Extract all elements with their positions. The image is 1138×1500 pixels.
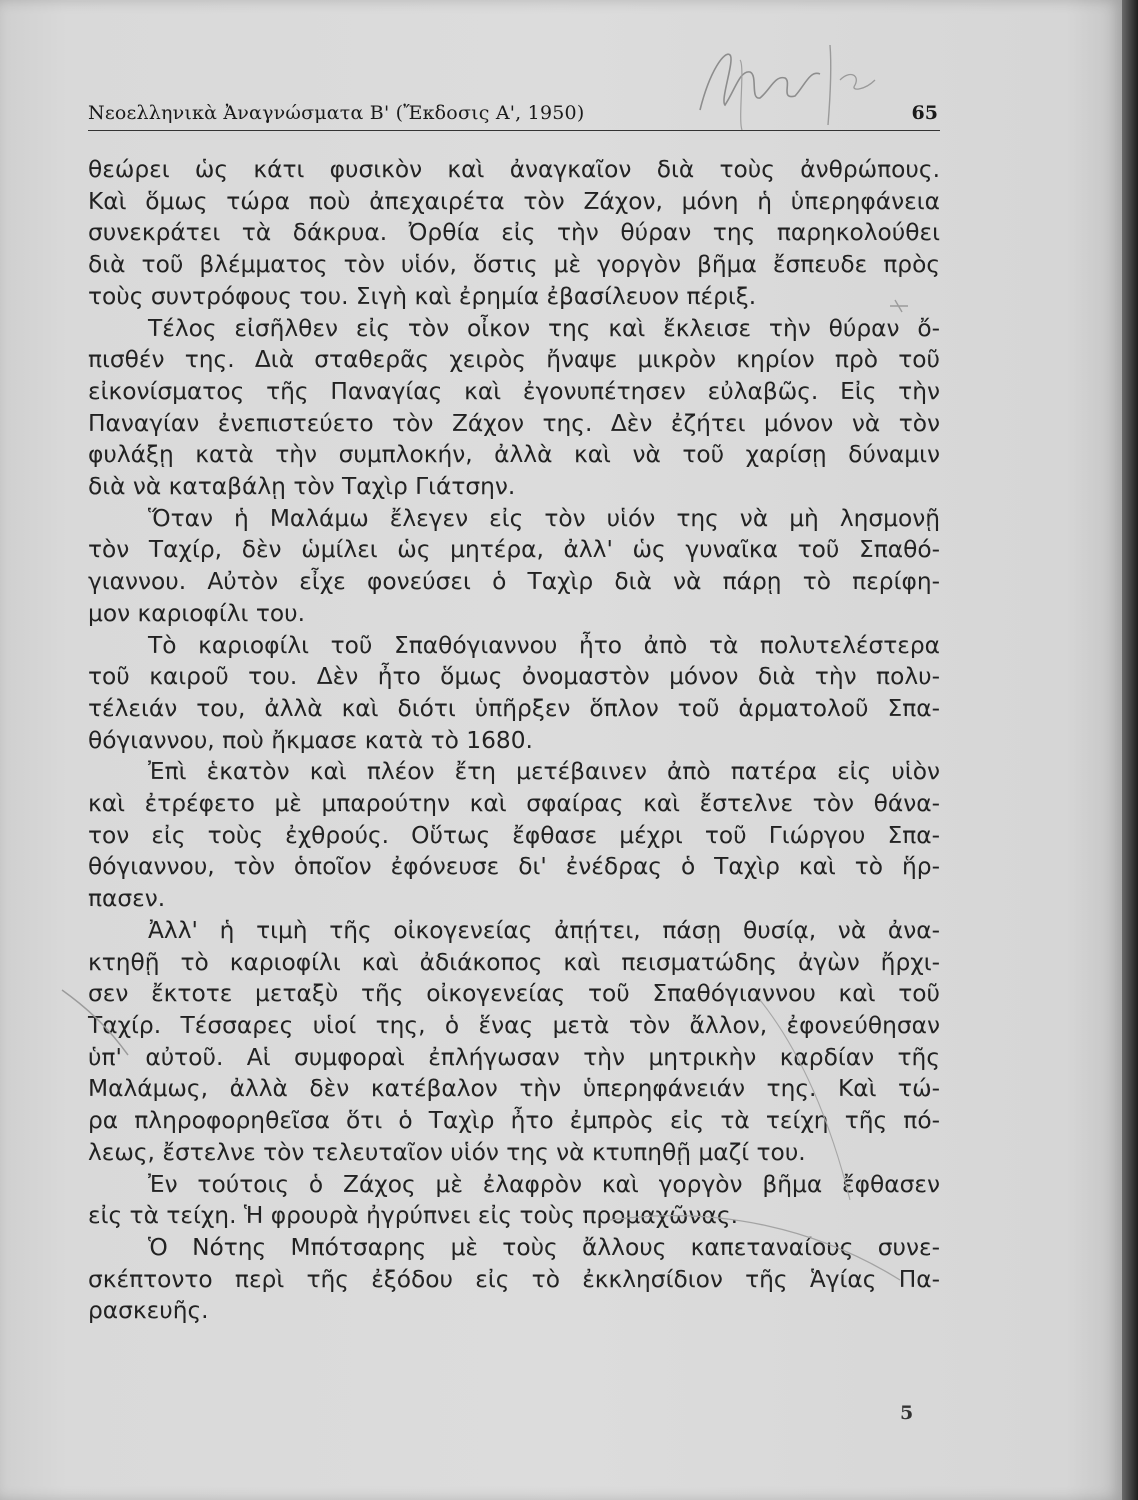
text-line: κτηθῇ τὸ καριοφίλι καὶ ἀδιάκοπος καὶ πεισματώδης ἀγὼν ἤρχι- xyxy=(88,948,940,976)
text-line: Τὸ καριοφίλι τοῦ Σπαθόγιαννου ἦτο ἀπὸ τὰ πολυτελέστερα xyxy=(148,631,940,659)
text-line: διὰ τοῦ βλέμματος τὸν υἱόν, ὅστις μὲ γοργὸν βῆμα ἔσπευδε πρὸς xyxy=(88,251,940,279)
text-line: εἰκονίσματος τῆς Παναγίας καὶ ἐγονυπέτησεν εὐλαβῶς. Εἰς τὴν xyxy=(88,377,940,405)
binding-edge xyxy=(1122,0,1138,1500)
text-line: Παναγίαν ἐνεπιστεύετο τὸν Ζάχον της. Δὲν ἐζήτει μόνον νὰ τὸν xyxy=(88,409,940,437)
text-line: λεως, ἔστελνε τὸν τελευταῖον υἱόν της νὰ κτυπηθῇ μαζί του. xyxy=(88,1138,806,1166)
text-line: τὸν Ταχίρ, δὲν ὡμίλει ὡς μητέρα, ἀλλ' ὡς γυναῖκα τοῦ Σπαθό- xyxy=(88,536,940,564)
text-line: εἰς τὰ τείχη. Ἡ φρουρὰ ἠγρύπνει εἰς τοὺς προμαχῶνας. xyxy=(88,1202,738,1230)
body-text xyxy=(88,154,940,1327)
text-line: πασεν. xyxy=(88,885,166,913)
page-number: 65 xyxy=(911,102,938,124)
text-line: φυλάξῃ κατὰ τὴν συμπλοκήν, ἀλλὰ καὶ νὰ τοῦ χαρίσῃ δύναμιν xyxy=(88,441,940,469)
running-header-title: Νεοελληνικὰ Ἀναγνώσματα Β' (Ἔκδοσις Α', 1950) xyxy=(88,102,585,124)
text-line: γιαννου. Αὐτὸν εἶχε φονεύσει ὁ Ταχὶρ διὰ νὰ πάρῃ τὸ περίφη- xyxy=(88,568,940,596)
running-header xyxy=(88,100,940,131)
text-line: τοῦ καιροῦ του. Δὲν ἦτο ὅμως ὀνομαστὸν μόνον διὰ τὴν πολυ- xyxy=(88,663,940,691)
text-line: διὰ νὰ καταβάλῃ τὸν Ταχὶρ Γιάτσην. xyxy=(88,473,516,501)
text-line: συνεκράτει τὰ δάκρυα. Ὀρθία εἰς τὴν θύραν της παρηκολούθει xyxy=(88,219,940,247)
text-line: Ἐπὶ ἑκατὸν καὶ πλέον ἔτη μετέβαινεν ἀπὸ πατέρα εἰς υἱὸν xyxy=(148,758,940,786)
text-line: θεώρει ὡς κάτι φυσικὸν καὶ ἀναγκαῖον διὰ τοὺς ἀνθρώπους. xyxy=(88,156,940,183)
text-line: τέλειάν του, ἀλλὰ καὶ διότι ὑπῆρξεν ὅπλον τοῦ ἁρματολοῦ Σπα- xyxy=(88,694,940,722)
text-line: Ταχίρ. Τέσσαρες υἱοί της, ὁ ἕνας μετὰ τὸν ἄλλον, ἐφονεύθησαν xyxy=(88,1011,940,1039)
text-line: πισθέν της. Διὰ σταθερᾶς χειρὸς ἤναψε μικρὸν κηρίον πρὸ τοῦ xyxy=(88,346,940,374)
text-line: καὶ ἐτρέφετο μὲ μπαρούτην καὶ σφαίρας καὶ ἔστελνε τὸν θάνα- xyxy=(88,790,940,818)
text-line: ὑπ' αὐτοῦ. Αἱ συμφοραὶ ἐπλήγωσαν τὴν μητρικὴν καρδίαν τῆς xyxy=(88,1043,940,1071)
text-line: Ὅταν ἡ Μαλάμω ἔλεγεν εἰς τὸν υἱόν της νὰ μὴ λησμονῇ xyxy=(148,504,940,532)
text-line: σεν ἔκτοτε μεταξὺ τῆς οἰκογενείας τοῦ Σπαθόγιαννου καὶ τοῦ xyxy=(88,980,940,1008)
text-line: Ἐν τούτοις ὁ Ζάχος μὲ ἐλαφρὸν καὶ γοργὸν βῆμα ἔφθασεν xyxy=(148,1170,940,1198)
text-line: Τέλος εἰσῆλθεν εἰς τὸν οἶκον της καὶ ἔκλεισε τὴν θύραν ὄ- xyxy=(148,314,940,342)
text-line: θόγιαννου, ποὺ ἤκμασε κατὰ τὸ 1680. xyxy=(88,726,533,754)
text-line: Μαλάμως, ἀλλὰ δὲν κατέβαλον τὴν ὑπερηφάνειάν της. Καὶ τώ- xyxy=(88,1075,940,1103)
text-line: Ὁ Νότης Μπότσαρης μὲ τοὺς ἄλλους καπεταναίους συνε- xyxy=(148,1233,940,1261)
text-line: σκέπτοντο περὶ τῆς ἐξόδου εἰς τὸ ἐκκλησίδιον τῆς Ἁγίας Πα- xyxy=(88,1265,940,1293)
text-line: τοὺς συντρόφους του. Σιγὴ καὶ ἐρημία ἐβασίλευον πέριξ. xyxy=(88,282,757,310)
text-line: Ἀλλ' ἡ τιμὴ τῆς οἰκογενείας ἀπῄτει, πάσῃ θυσίᾳ, νὰ ἀνα- xyxy=(148,916,940,944)
text-line: τον εἰς τοὺς ἐχθρούς. Οὕτως ἔφθασε μέχρι τοῦ Γιώργου Σπα- xyxy=(88,821,940,849)
text-line: θόγιαννου, τὸν ὁποῖον ἐφόνευσε δι' ἐνέδρας ὁ Ταχὶρ καὶ τὸ ἥρ- xyxy=(88,853,940,881)
text-line: Καὶ ὅμως τώρα ποὺ ἀπεχαιρέτα τὸν Ζάχον, μόνη ἡ ὑπερηφάνεια xyxy=(88,187,940,215)
signature-number: 5 xyxy=(900,1402,914,1424)
text-line: μον καριοφίλι του. xyxy=(88,599,305,627)
text-line: ρα πληροφορηθεῖσα ὅτι ὁ Ταχὶρ ἦτο ἐμπρὸς εἰς τὰ τείχη τῆς πό- xyxy=(88,1107,940,1135)
text-line: ρασκευῆς. xyxy=(88,1297,209,1325)
